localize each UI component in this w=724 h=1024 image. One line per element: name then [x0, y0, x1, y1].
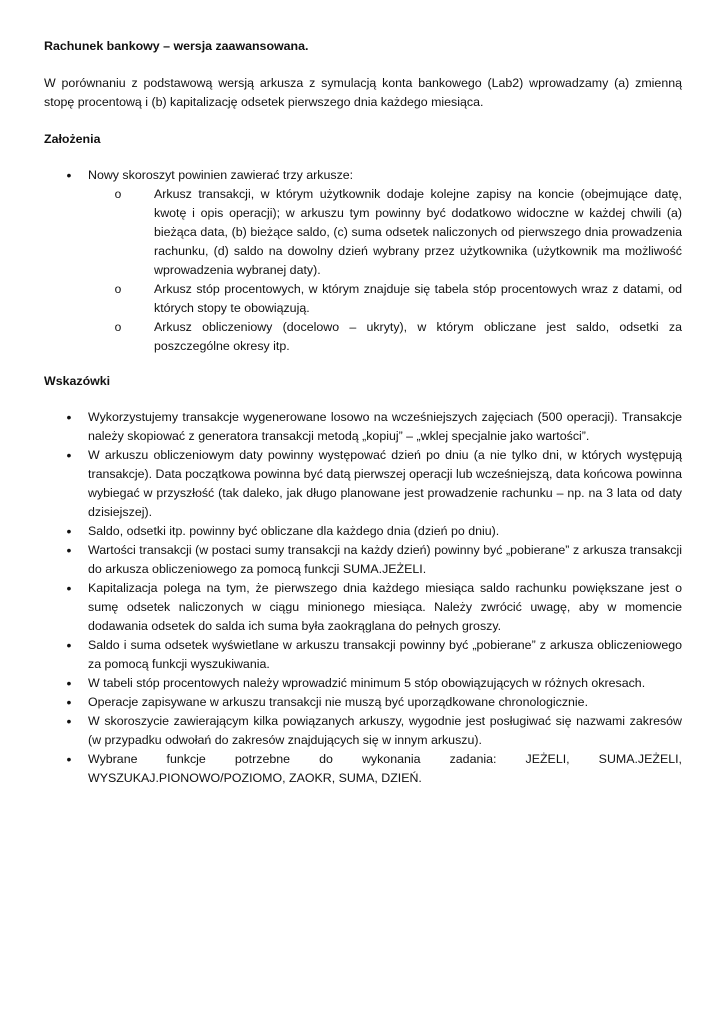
assumptions-list	[44, 166, 682, 356]
bullet-icon: •	[66, 580, 72, 596]
hints-heading: Wskazówki	[44, 374, 111, 388]
hint-text: W skoroszycie zawierającym kilka powiązanych arkuszy, wygodnie jest posługiwać się nazwami zakresów (w przypadku odwołań do zakresów znajdujących się w innym arkuszu).	[88, 714, 682, 747]
circle-bullet-icon: o	[114, 187, 122, 201]
list-item	[44, 541, 682, 579]
list-item	[111, 318, 682, 356]
subitem-text: Arkusz transakcji, w którym użytkownik dodaje kolejne zapisy na koncie (obejmujące datę, kwotę i opis operacji); w arkuszu tym powinny być dodatkowo widoczne w każdej chwili (a) bieżąca data, (b) bieżące saldo, (c) suma odsetek naliczonych od pierwszego dnia prowadzenia rachunku, (d) saldo na dowolny dzień wybrany przez użytkownika (użytkownik ma możliwość wprowadzenia wybranej daty).	[154, 187, 682, 277]
list-item	[44, 408, 682, 446]
hint-text: W tabeli stóp procentowych należy wprowadzić minimum 5 stóp obowiązujących w różnych okresach.	[88, 676, 646, 690]
bullet-icon: •	[66, 675, 72, 691]
list-item	[44, 446, 682, 522]
assumptions-heading: Założenia	[44, 132, 101, 146]
hint-text: Operacje zapisywane w arkuszu transakcji nie muszą być uporządkowane chronologicznie.	[88, 695, 589, 709]
bullet-icon: •	[66, 447, 72, 463]
list-item	[44, 693, 682, 712]
circle-bullet-icon: o	[114, 282, 122, 296]
list-item	[44, 712, 682, 750]
hints-list	[44, 408, 682, 788]
bullet-icon: •	[66, 409, 72, 425]
bullet-icon: •	[66, 637, 72, 653]
subitem-text: Arkusz obliczeniowy (docelowo – ukryty), w którym obliczane jest saldo, odsetki za poszczególne okresy itp.	[154, 320, 682, 353]
list-item	[44, 674, 682, 693]
bullet-icon: •	[66, 542, 72, 558]
hint-text: Wykorzystujemy transakcje wygenerowane losowo na wcześniejszych zajęciach (500 operacji). Transakcje należy skopiować z generatora transakcji metodą „kopiuj” – „wklej specjalnie jako wartości”.	[88, 410, 682, 443]
hint-text: Saldo, odsetki itp. powinny być obliczane dla każdego dnia (dzień po dniu).	[88, 524, 500, 538]
assumption-text: Nowy skoroszyt powinien zawierać trzy arkusze:	[88, 168, 354, 182]
hint-text: Kapitalizacja polega na tym, że pierwszego dnia każdego miesiąca saldo rachunku powiększane jest o sumę odsetek naliczonych w ciągu minionego miesiąca. Należy zwrócić uwagę, aby w momencie dodawania odsetek do salda ich suma była zaokrąglana do pełnych groszy.	[88, 581, 682, 633]
bullet-icon: •	[66, 751, 72, 767]
intro-paragraph: W porównaniu z podstawową wersją arkusza z symulacją konta bankowego (Lab2) wprowadzamy (a) zmienną stopę procentową i (b) kapitalizację odsetek pierwszego dnia każdego miesiąca.	[44, 76, 682, 109]
list-item	[44, 522, 682, 541]
list-item	[44, 166, 682, 356]
list-item	[111, 185, 682, 280]
list-item	[44, 579, 682, 636]
hint-text: Wartości transakcji (w postaci sumy transakcji na każdy dzień) powinny być „pobierane” z arkusza transakcji do arkusza obliczeniowego za pomocą funkcji SUMA.JEŻELI.	[88, 543, 682, 576]
bullet-icon: •	[66, 523, 72, 539]
bullet-icon: •	[66, 167, 72, 183]
circle-bullet-icon: o	[114, 320, 122, 334]
bullet-icon: •	[66, 694, 72, 710]
document-page	[44, 37, 682, 804]
assumption-sublist	[88, 185, 682, 356]
bullet-icon: •	[66, 713, 72, 729]
list-item	[44, 750, 682, 788]
list-item	[111, 280, 682, 318]
document-title: Rachunek bankowy – wersja zaawansowana.	[44, 39, 309, 53]
hint-text: Wybrane funkcje potrzebne do wykonania zadania: JEŻELI, SUMA.JEŻELI, WYSZUKAJ.PIONOWO/POZIOMO, ZAOKR, SUMA, DZIEŃ.	[88, 752, 682, 785]
hint-text: W arkuszu obliczeniowym daty powinny występować dzień po dniu (a nie tylko dni, w których występują transakcje). Data początkowa powinna być datą pierwszej operacji lub wcześniejszą, data końcowa powinna wybiegać w przyszłość (tak daleko, jak długo planowane jest prowadzenie rachunku – np. na 3 lata od daty dzisiejszej).	[88, 448, 682, 519]
list-item	[44, 636, 682, 674]
hint-text: Saldo i suma odsetek wyświetlane w arkuszu transakcji powinny być „pobierane” z arkusza obliczeniowego za pomocą funkcji wyszukiwania.	[88, 638, 682, 671]
subitem-text: Arkusz stóp procentowych, w którym znajduje się tabela stóp procentowych wraz z datami, od których stopy te obowiązują.	[154, 282, 682, 315]
